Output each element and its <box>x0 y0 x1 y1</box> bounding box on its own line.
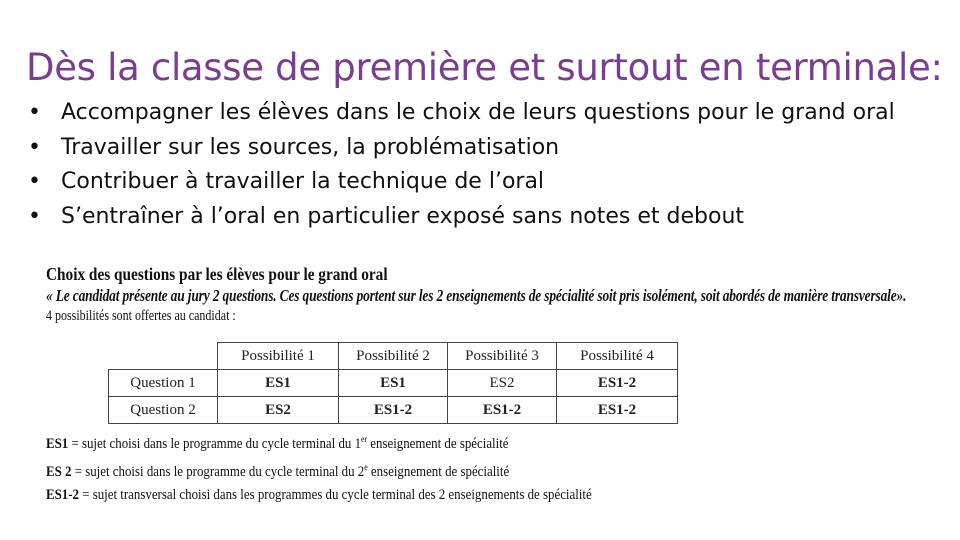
bullet-dot: • <box>28 100 41 125</box>
scanned-excerpt <box>46 263 946 325</box>
bullet-text: S’entraîner à l’oral en particulier exposé sans notes et debout <box>61 203 745 229</box>
table-cell: ES2 <box>218 397 339 424</box>
legend-tail: enseignement de spécialité <box>367 464 510 480</box>
bullet-text: Contribuer à travailler la technique de l’oral <box>61 169 545 194</box>
bullet-dot: • <box>28 203 41 229</box>
bullet-item <box>26 131 895 166</box>
bullet-item <box>26 165 895 200</box>
slide-title: Dès la classe de première et surtout en terminale: <box>26 46 943 89</box>
table-cell: ES1-2 <box>339 397 448 424</box>
bullet-item <box>26 96 895 131</box>
table-row <box>109 370 678 397</box>
table-row <box>109 397 678 424</box>
bullet-text: Travailler sur les sources, la problématisation <box>61 134 560 160</box>
table-cell: ES2 <box>448 370 557 397</box>
table-row-label: Question 2 <box>109 397 218 424</box>
table-header-cell <box>109 343 218 370</box>
table-header-cell: Possibilité 4 <box>557 343 678 370</box>
legend-tail: enseignement de spécialité <box>367 436 509 452</box>
legend-line <box>46 456 592 484</box>
legend-text: = sujet choisi dans le programme du cycle terminal du 2 <box>71 464 365 480</box>
excerpt-quote: « Le candidat présente au jury 2 questions. Ces questions portent sur les 2 enseignements de spécialité soit pris isolément, soit abordés de manière transversale». <box>46 286 907 305</box>
table-cell: ES1-2 <box>557 370 678 397</box>
bullet-dot: • <box>28 169 41 194</box>
bullet-dot: • <box>28 134 41 160</box>
bullet-text: Accompagner les élèves dans le choix de leurs questions pour le grand oral <box>61 100 895 125</box>
legend-sup: e <box>364 462 368 472</box>
legend-code: ES 2 <box>46 464 72 480</box>
table-cell: ES1 <box>339 370 448 397</box>
legend-code: ES1 <box>46 436 69 452</box>
table-cell: ES1-2 <box>557 397 678 424</box>
legend-text: = sujet transversal choisi dans les programmes du cycle terminal des 2 enseignements de spécialité <box>78 487 592 503</box>
legend-line <box>46 428 592 456</box>
legend-sup: er <box>361 434 368 444</box>
possibilities-table <box>108 342 678 424</box>
legend <box>46 428 681 507</box>
legend-text: = sujet choisi dans le programme du cycle terminal du 1 <box>68 436 362 452</box>
bullet-item <box>26 200 895 235</box>
legend-code: ES1-2 <box>46 487 79 503</box>
bullet-list <box>26 96 895 234</box>
table-header-cell: Possibilité 3 <box>448 343 557 370</box>
legend-line <box>46 484 592 507</box>
table-row-label: Question 1 <box>109 370 218 397</box>
table-header-row <box>109 343 678 370</box>
excerpt-heading: Choix des questions par les élèves pour le grand oral <box>46 264 388 284</box>
table-cell: ES1-2 <box>448 397 557 424</box>
table-header-cell: Possibilité 1 <box>218 343 339 370</box>
excerpt-subtext: 4 possibilités sont offertes au candidat : <box>46 308 236 324</box>
table-header-cell: Possibilité 2 <box>339 343 448 370</box>
table-cell: ES1 <box>218 370 339 397</box>
